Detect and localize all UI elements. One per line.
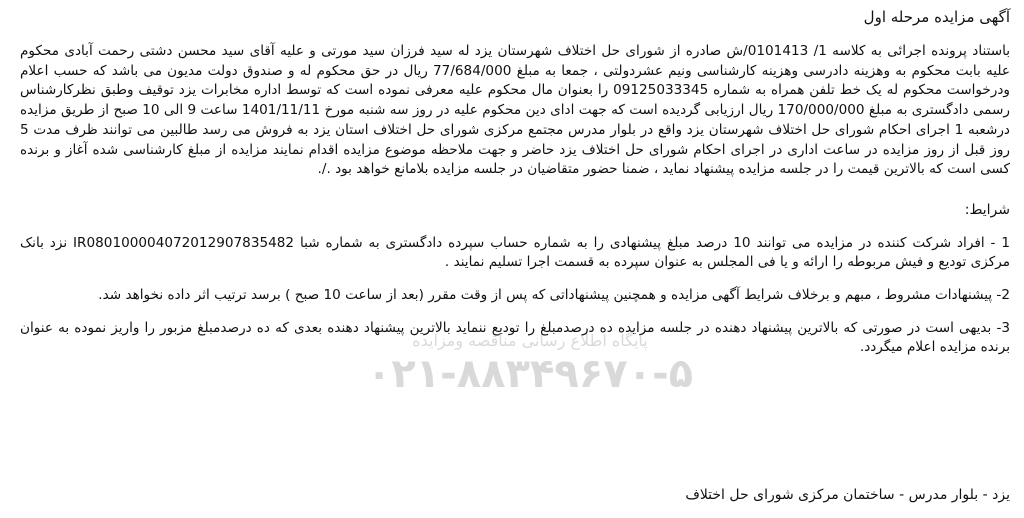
watermark-text: پایگاه اطلاع رسانی مناقصه ومزایده	[412, 331, 648, 350]
condition-item-2: 2- پیشنهادات مشروط ، مبهم و برخلاف شرایط آگهی مزایده و همچنین پیشنهاداتی که پس از وقت مقرر (بعد از ساعت 10 صبح ) برسد ترتیب اثر داده نخواهد شد.	[98, 286, 1010, 303]
condition-item-3: 3- بدیهی است در صورتی که بالاترین پیشنهاد دهنده در جلسه مزایده ده درصدمبلغ را تودیع ننماید بالاترین پیشنهاد دهنده بعدی که ده درصدمبلغ مزبور را واریز نموده به عنوان برنده مزایده اعلام میگردد.	[20, 319, 1010, 355]
notice-body: باستناد پرونده اجرائی به کلاسه 1/ 0101413/ش صادره از شورای حل اختلاف شهرستان یزد له سید فرزان سید مورتی و علیه آقای سید محسن دشتی رحمت آبادی محکوم علیه بابت محکوم به وهزینه دادرسی وهزینه کارشناسی ونیم عشردولتی ، جمعا به مبلغ 77/684/000 ریال در حق محکوم له و صندوق دولت مدیون می باشد که حسب اعلام ودرخواست محکوم له یک خط تلفن همراه به شماره 09125033345 را بعنوان مال محکوم علیه معرفی نموده است که توسط اداره مخابرات یزد توقیف وطبق نظرکارشناس رسمی دادگستری به مبلغ 170/000/000 ریال ارزیابی گردیده است که جهت ادای دین محکوم علیه در روز سه شنبه مورخ 1401/11/11 ساعت 9 الی 10 صبح از طریق مزایده درشعبه 1 اجرای احکام شورای حل اختلاف شهرستان یزد واقع در بلوار مدرس مجتمع مرکزی شورای حل اختلاف استان یزد به فروش می رسد طالبین می توانند ظرف مدت 5 روز قبل از روز مزایده در ساعت اداری در اجرای احکام شورای حل اختلاف یزد حاضر و جهت ملاحظه موضوع مزایده اقدام نمایند مزایده از مبلغ کارشناسی شده آغاز و برنده کسی است که بالاترین قیمت را در جلسه مزایده پیشنهاد نماید ، ضمنا حضور متقاضیان در جلسه مزایده بلامانع خواهد بود ./.	[20, 43, 1011, 178]
condition-item-1: 1 - افراد شرکت کننده در مزایده می توانند 10 درصد مبلغ پیشنهادی را به شماره حساب سپرده دادگستری به شماره شبا IR080100004072012907835482 نزد بانک مرکزی تودیع و فیش مربوطه را ارائه و یا فی المجلس به عنوان سپرده به قسمت اجرا تسلیم نمایند .	[20, 234, 1010, 270]
conditions-title: شرایط:	[964, 201, 1010, 218]
watermark-number: ۰۲۱-۸۸۳۴۹۶۷۰-۵	[366, 351, 694, 397]
notice-title: آگهی مزایده مرحله اول	[863, 8, 1010, 26]
notice-footer-address: یزد - بلوار مدرس - ساختمان مرکزی شورای حل اختلاف	[685, 487, 1010, 503]
